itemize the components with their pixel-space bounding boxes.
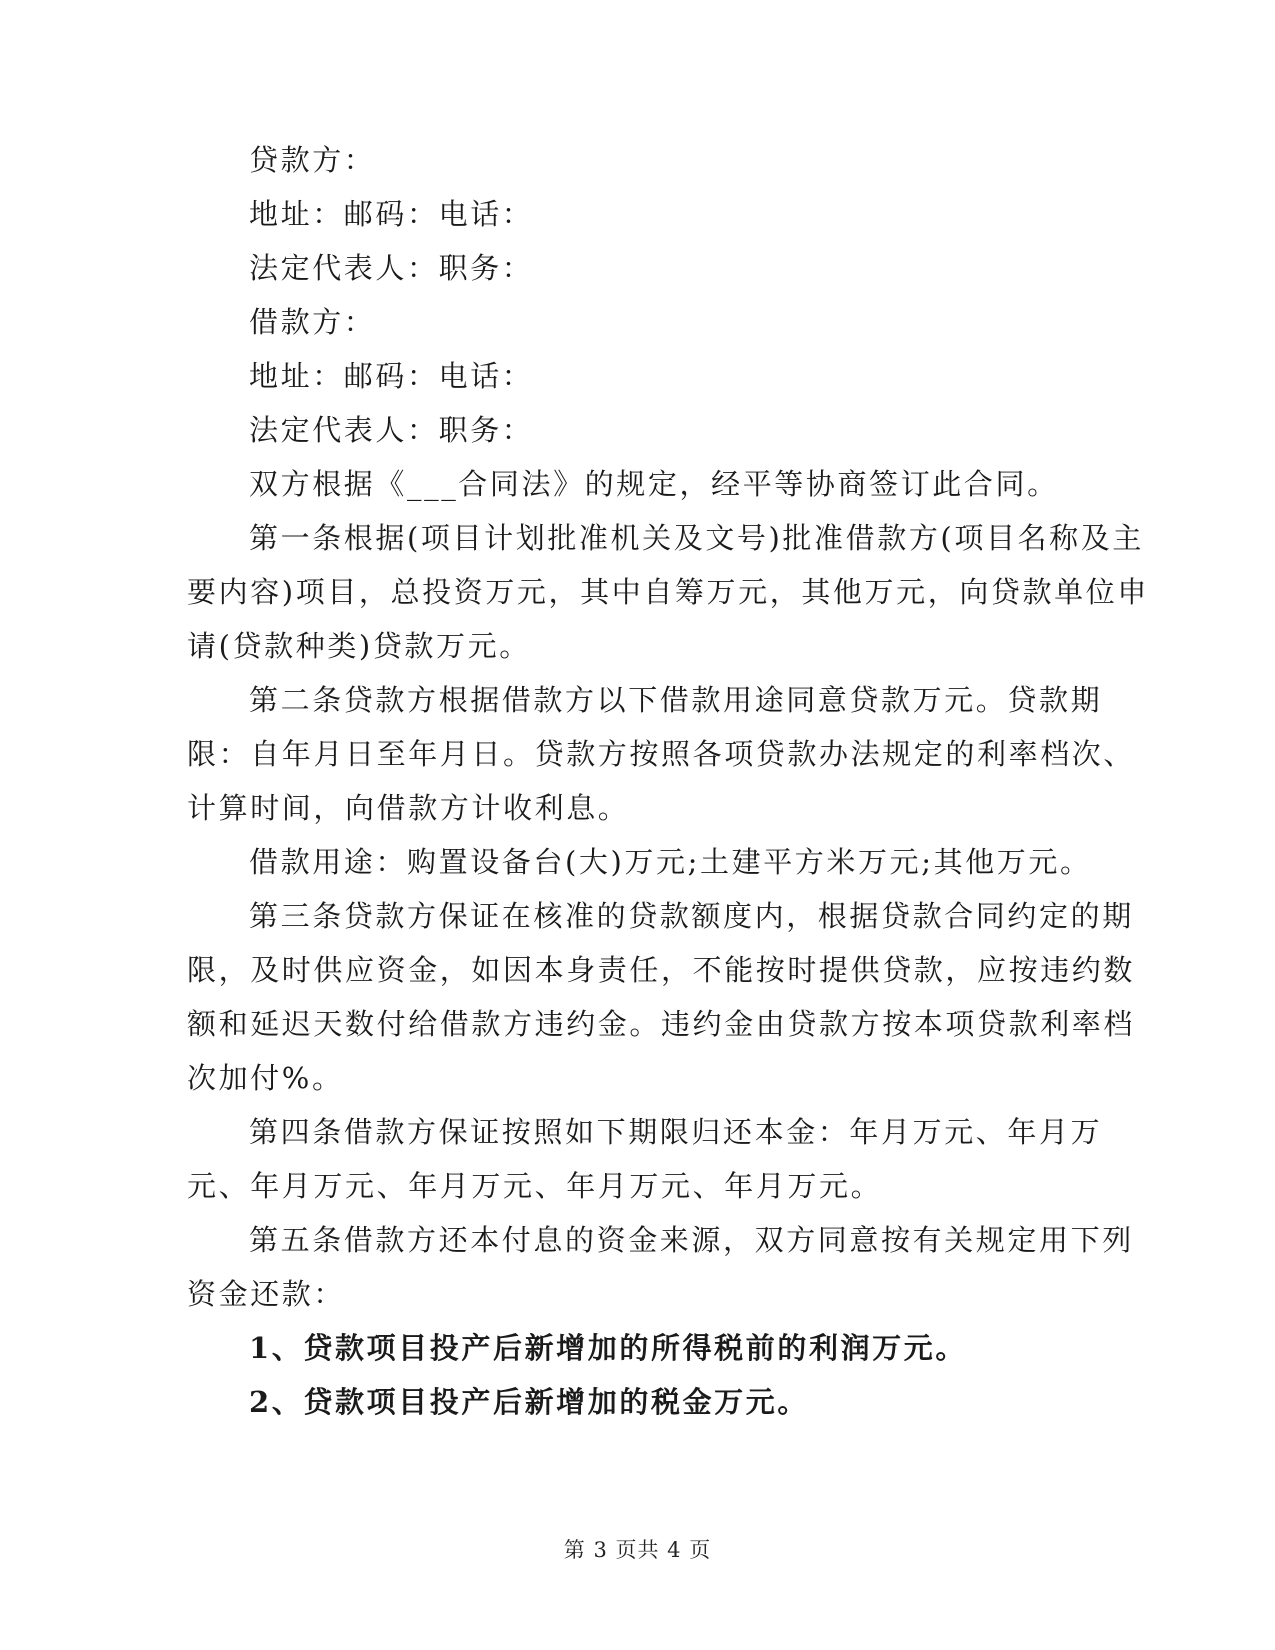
- text-line: 法定代表人：职务：: [249, 413, 534, 447]
- text-line: 贷款方：: [249, 143, 376, 177]
- text-line: 资金还款：: [187, 1277, 346, 1311]
- text-line: 元、年月万元、年月万元、年月万元、年月万元。: [187, 1169, 883, 1203]
- text-line: 请(贷款种类)贷款万元。: [187, 629, 531, 663]
- page-footer: 第 3 页共 4 页: [563, 1538, 712, 1562]
- text-line: 第二条贷款方根据借款方以下借款用途同意贷款万元。贷款期: [249, 683, 1103, 717]
- text-line: 地址：邮码：电话：: [249, 359, 534, 393]
- text-line: 第三条贷款方保证在核准的贷款额度内，根据贷款合同约定的期: [249, 899, 1134, 933]
- text-line: 借款方：: [249, 305, 376, 339]
- text-line: 2、贷款项目投产后新增加的税金万元。: [249, 1385, 809, 1419]
- text-line: 1、贷款项目投产后新增加的所得税前的利润万元。: [249, 1331, 967, 1365]
- text-line: 双方根据《___合同法》的规定，经平等协商签订此合同。: [249, 467, 1059, 501]
- text-line: 要内容)项目，总投资万元，其中自筹万元，其他万元，向贷款单位申: [187, 575, 1149, 609]
- text-line: 限，及时供应资金，如因本身责任，不能按时提供贷款，应按违约数: [187, 953, 1136, 987]
- text-line: 第四条借款方保证按照如下期限归还本金：年月万元、年月万: [249, 1115, 1103, 1149]
- text-line: 地址：邮码：电话：: [249, 197, 534, 231]
- text-line: 次加付%。: [187, 1061, 344, 1095]
- text-line: 借款用途：购置设备台(大)万元;土建平方米万元;其他万元。: [249, 845, 1092, 879]
- text-line: 第五条借款方还本付息的资金来源，双方同意按有关规定用下列: [249, 1223, 1134, 1257]
- text-line: 额和延迟天数付给借款方违约金。违约金由贷款方按本项贷款利率档: [187, 1007, 1136, 1041]
- text-line: 第一条根据(项目计划批准机关及文号)批准借款方(项目名称及主: [249, 521, 1144, 555]
- text-line: 限：自年月日至年月日。贷款方按照各项贷款办法规定的利率档次、: [187, 737, 1136, 771]
- text-line: 计算时间，向借款方计收利息。: [187, 791, 630, 825]
- text-line: 法定代表人：职务：: [249, 251, 534, 285]
